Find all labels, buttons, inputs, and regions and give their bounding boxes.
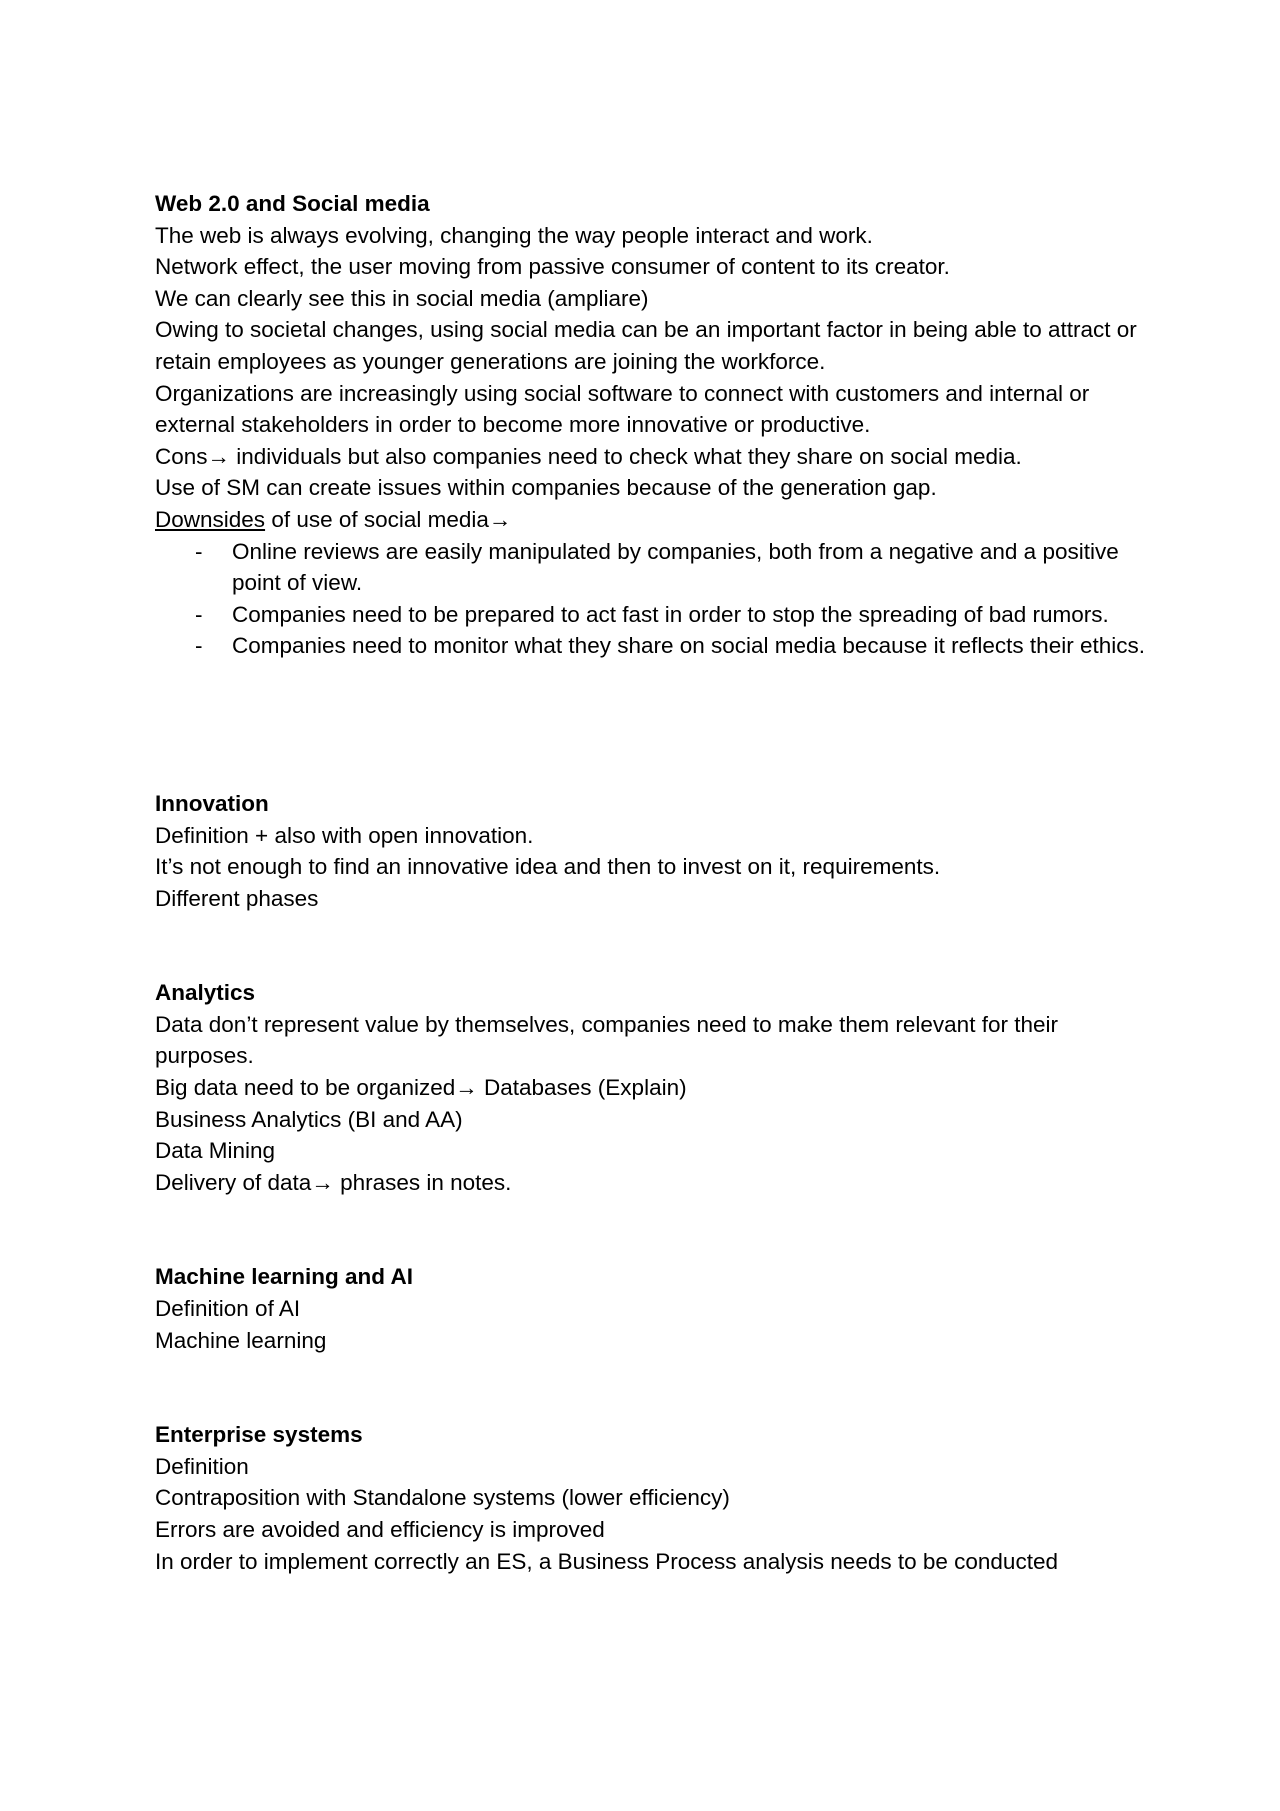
bullet-dash: - bbox=[195, 601, 203, 627]
text-line: Data Mining bbox=[155, 1138, 276, 1164]
section-heading: Machine learning and AI bbox=[155, 1264, 413, 1290]
text-line: Data don’t represent value by themselves, companies need to make them relevant for their purposes. bbox=[155, 1011, 1058, 1069]
list-item-text: Companies need to be prepared to act fast in order to stop the spreading of bad rumors. bbox=[232, 601, 1109, 627]
section-heading: Analytics bbox=[155, 980, 256, 1006]
list-item-text: Online reviews are easily manipulated by companies, both from a negative and a positive point of view. bbox=[232, 538, 1119, 596]
bullet-dash: - bbox=[195, 633, 203, 659]
text-line: The web is always evolving, changing the way people interact and work. bbox=[155, 222, 873, 248]
section-analytics bbox=[155, 977, 1145, 1198]
downsides-label: Downsides bbox=[155, 506, 266, 532]
text-line: Big data need to be organized→ Databases (Explain) bbox=[155, 1075, 687, 1101]
text-line: Network effect, the user moving from passive consumer of content to its creator. bbox=[155, 254, 950, 280]
spacer bbox=[155, 662, 1145, 788]
text-line: Errors are avoided and efficiency is improved bbox=[155, 1517, 605, 1542]
section-innovation bbox=[155, 788, 1145, 914]
section-machine-learning bbox=[155, 1261, 1145, 1356]
text-line: Cons→ individuals but also companies need to check what they share on social media. bbox=[155, 443, 1022, 469]
spacer bbox=[155, 914, 1145, 977]
text-line: We can clearly see this in social media (ampliare) bbox=[155, 285, 649, 311]
list-item bbox=[155, 630, 1145, 662]
list-item-text: Companies need to monitor what they share on social media because it reflects their ethics. bbox=[232, 633, 1145, 659]
text-line: Definition + also with open innovation. bbox=[155, 822, 534, 848]
text-line: Contraposition with Standalone systems (lower efficiency) bbox=[155, 1485, 730, 1511]
text-line: Business Analytics (BI and AA) bbox=[155, 1106, 463, 1132]
text-line: It’s not enough to find an innovative idea and then to invest on it, requirements. bbox=[155, 854, 941, 880]
section-heading: Innovation bbox=[155, 790, 269, 816]
section-heading: Web 2.0 and Social media bbox=[155, 191, 430, 216]
text-line: Machine learning bbox=[155, 1327, 327, 1353]
text-line: Delivery of data→ phrases in notes. bbox=[155, 1169, 512, 1195]
bullet-dash: - bbox=[195, 538, 203, 564]
text-line: Use of SM can create issues within companies because of the generation gap. bbox=[155, 475, 937, 501]
downsides-list bbox=[155, 536, 1145, 662]
text-line: Definition bbox=[155, 1453, 249, 1479]
document-page bbox=[155, 188, 1145, 1577]
spacer bbox=[155, 1198, 1145, 1261]
list-item bbox=[155, 536, 1145, 599]
text-line: In order to implement correctly an ES, a Business Process analysis needs to be conducted bbox=[155, 1548, 1058, 1574]
text-line: Organizations are increasingly using social software to connect with customers and internal or external stakeholders in order to become more innovative or productive. bbox=[155, 380, 1090, 438]
section-heading: Enterprise systems bbox=[155, 1422, 363, 1448]
downsides-rest: of use of social media→ bbox=[265, 506, 512, 532]
text-line: Owing to societal changes, using social media can be an important factor in being able to attract or retain employees as younger generations are joining the workforce. bbox=[155, 317, 1137, 374]
downsides-line bbox=[155, 504, 1145, 536]
section-web2 bbox=[155, 188, 1145, 662]
text-line: Definition of AI bbox=[155, 1296, 301, 1322]
list-item bbox=[155, 599, 1145, 631]
spacer bbox=[155, 1356, 1145, 1419]
text-line: Different phases bbox=[155, 885, 319, 911]
section-enterprise-systems bbox=[155, 1419, 1145, 1577]
